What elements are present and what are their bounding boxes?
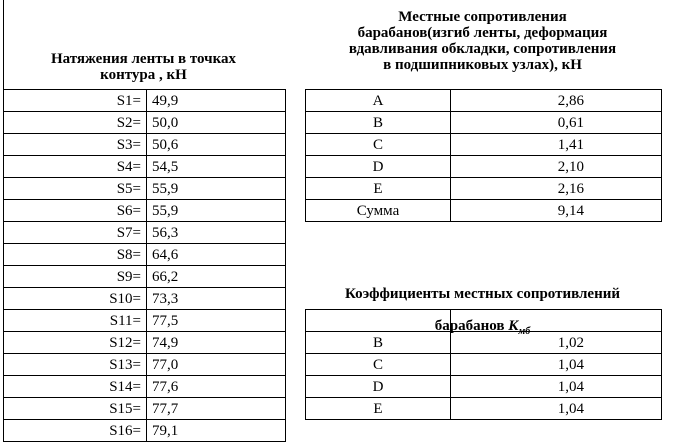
row-label: S15=	[4, 398, 147, 420]
resistance-row	[306, 200, 662, 222]
row-label: B	[306, 112, 451, 134]
row-value: 64,6	[147, 244, 286, 266]
kmb-symbol: $К_{мб}$	[508, 318, 531, 337]
tension-row	[4, 200, 286, 222]
row-value: 50,6	[147, 134, 286, 156]
row-value: 49,9	[147, 90, 286, 112]
row-value: 73,3	[147, 288, 286, 310]
row-label: S16=	[4, 420, 147, 442]
row-label: S11=	[4, 310, 147, 332]
resistances-table-title: Местные сопротивления барабанов(изгиб ленты, деформация вдавливания обкладки, сопротивления в подшипниковых узлах), кН	[348, 9, 617, 73]
row-label: B	[306, 332, 451, 354]
row-value: 54,5	[147, 156, 286, 178]
row-value: 1,04	[451, 376, 662, 398]
coefficients-title-prefix: барабанов	[434, 318, 509, 334]
coefficient-row	[306, 310, 662, 332]
tension-row	[4, 398, 286, 420]
row-label: C	[306, 134, 451, 156]
row-value: 2,10	[451, 156, 662, 178]
row-value: 55,9	[147, 200, 286, 222]
row-label: D	[306, 156, 451, 178]
tension-row	[4, 266, 286, 288]
row-label: S14=	[4, 376, 147, 398]
resistance-row	[306, 134, 662, 156]
row-label: S13=	[4, 354, 147, 376]
coefficient-row	[306, 398, 662, 420]
row-value: 79,1	[147, 420, 286, 442]
tension-row	[4, 310, 286, 332]
row-label: S8=	[4, 244, 147, 266]
tension-row	[4, 90, 286, 112]
row-label: D	[306, 376, 451, 398]
coefficients-table	[305, 309, 662, 420]
tension-row	[4, 178, 286, 200]
row-value: 56,3	[147, 222, 286, 244]
resistance-row	[306, 112, 662, 134]
row-value: 1,04	[451, 398, 662, 420]
row-value	[451, 310, 662, 337]
row-label: A	[306, 90, 451, 112]
row-label	[306, 310, 451, 332]
row-value: 1,04	[451, 354, 662, 376]
coefficient-row	[306, 332, 662, 354]
tension-row	[4, 420, 286, 442]
tension-row	[4, 332, 286, 354]
row-label: E	[306, 398, 451, 420]
row-value: 2,86	[451, 90, 662, 112]
row-value: 1,02	[451, 332, 662, 354]
resistance-row	[306, 178, 662, 200]
resistance-row	[306, 90, 662, 112]
row-label: S12=	[4, 332, 147, 354]
row-value: 77,0	[147, 354, 286, 376]
left-table-title: Натяжения ленты в точках контура , кН	[50, 51, 237, 83]
coefficients-title-main: Коэффициенты местных сопротивлений	[344, 286, 621, 302]
row-value: 2,16	[451, 178, 662, 200]
row-label: S9=	[4, 266, 147, 288]
row-label: S4=	[4, 156, 147, 178]
row-label: S6=	[4, 200, 147, 222]
row-label: Сумма	[306, 200, 451, 222]
row-value: 77,5	[147, 310, 286, 332]
row-value: 74,9	[147, 332, 286, 354]
tension-row	[4, 134, 286, 156]
row-label: S7=	[4, 222, 147, 244]
tension-row	[4, 156, 286, 178]
row-value: 9,14	[451, 200, 662, 222]
row-value: 50,0	[147, 112, 286, 134]
row-label: C	[306, 354, 451, 376]
belt-tension-table	[3, 89, 286, 442]
row-value: 66,2	[147, 266, 286, 288]
row-label: S2=	[4, 112, 147, 134]
resistances-table	[305, 89, 662, 222]
tension-row	[4, 376, 286, 398]
tension-row	[4, 112, 286, 134]
row-label: S3=	[4, 134, 147, 156]
row-value: 55,9	[147, 178, 286, 200]
row-label: S5=	[4, 178, 147, 200]
resistance-row	[306, 156, 662, 178]
row-value: 77,6	[147, 376, 286, 398]
row-value: 77,7	[147, 398, 286, 420]
coefficient-row	[306, 354, 662, 376]
tension-row	[4, 288, 286, 310]
row-value: 1,41	[451, 134, 662, 156]
row-label: S1=	[4, 90, 147, 112]
tension-row	[4, 354, 286, 376]
tension-row	[4, 244, 286, 266]
tension-row	[4, 222, 286, 244]
row-label: E	[306, 178, 451, 200]
row-value: 0,61	[451, 112, 662, 134]
coefficient-row	[306, 376, 662, 398]
row-label: S10=	[4, 288, 147, 310]
